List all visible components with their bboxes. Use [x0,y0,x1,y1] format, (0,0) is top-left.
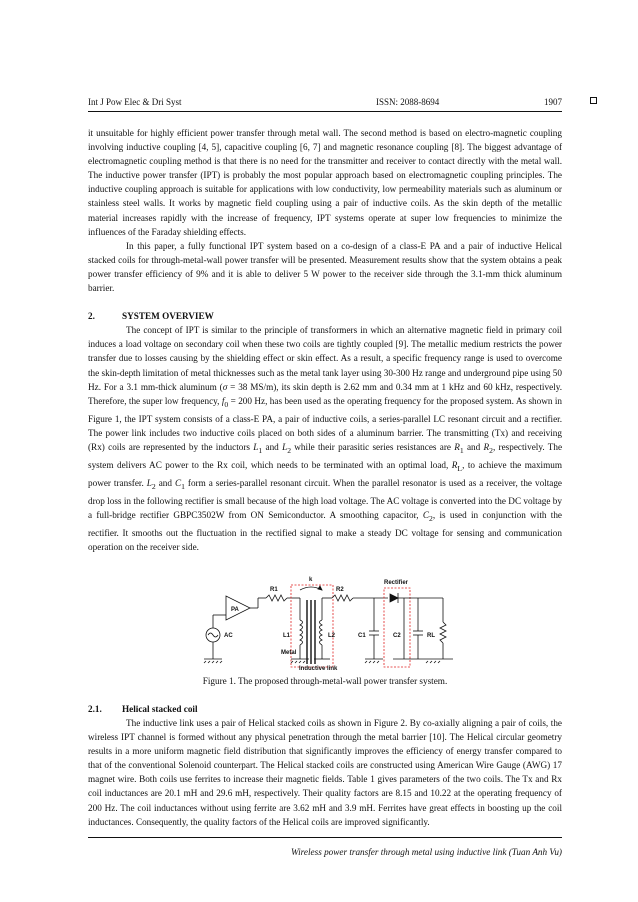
running-header [88,95,562,109]
label-rectifier: Rectifier [384,579,409,586]
label-pa: PA [231,606,239,613]
footer-rule [88,837,562,838]
subsection-number: 2.1. [88,703,102,714]
paragraph-2: In this paper, a fully functional IPT system based on a co-design of a class-E PA and a pair of inductive Helical stacked coils for through-metal-wall power transfer will be presented. Measurement results show that the system obtains a peak power transfer efficiency of 9% and it is able to deliver 5 W power to the receiver side through the 3.1-mm thick aluminum barrier. [88,240,562,294]
label-ac: AC [224,632,233,639]
label-r2: R2 [336,586,344,593]
label-c2: C2 [393,632,401,639]
diode-icon [390,594,398,602]
inductor-l2-icon [320,620,323,645]
rectifier-box [384,588,410,667]
page-number: 1907 [544,97,562,107]
issn: ISSN: 2088-8694 [376,97,440,107]
resistor-r2-icon [332,595,353,601]
label-rl: RL [427,632,435,639]
subsection-heading [88,702,562,716]
label-r1: R1 [270,586,278,593]
resistor-r1-icon [266,595,287,601]
label-c1: C1 [358,632,366,639]
inductive-link-box [291,585,333,667]
resistor-rl-icon [440,622,446,643]
section-title: SYSTEM OVERVIEW [122,311,214,322]
section-number: 2. [88,311,95,322]
running-footer: Wireless power transfer through metal using inductive link (Tuan Anh Vu) [290,847,562,857]
circuit-diagram [88,560,562,670]
journal-name: Int J Pow Elec & Dri Syst [88,97,182,107]
subsection-title: Helical stacked coil [122,703,198,714]
label-l2: L2 [328,632,336,639]
header-rule [88,111,562,112]
inductor-l1-icon [300,620,303,645]
figure-caption: Figure 1. The proposed through-metal-wall power transfer system. [202,675,448,686]
figure-1-circuit [88,560,562,670]
subsection-paragraph: The inductive link uses a pair of Helical stacked coils as shown in Figure 2. By co-axially aligning a pair of coils, the wireless IPT channel is formed without any physical penetration through the metal barrier [10]. The Helical circular geometry results in a more uniform magnetic field distribution that significantly improves the efficiency of energy transfer compared to that of the conventional Solenoid counterpart. The Helical stacked coils are constructed using American Wire Gauge (AWG) 17 magnet wire. Both coils use ferrites to increase their magnetic fields. Table 1 gives parameters of the two coils. The Tx and Rx coil inductances are 20.1 mH and 29.6 mH, respectively. Their quality factors are 8.15 and 10.22 at the operating frequency of 200 Hz. The coil inductances without using ferrite are 3.62 mH and 3.9 mH. Ferrites have great effects in boosting up the coil inductances. Consequently, the quality factors of the Helical coils are improved significantly. [88,717,562,827]
paragraph-1: it unsuitable for highly efficient power transfer through metal wall. The second method is based on electro-magnetic coupling involving inductive coupling [4, 5], capacitive coupling [6, 7] and magnetic resonance coupling [8]. The biggest advantage of electromagnetic coupling method is that there is no need for the transmitter and receiver to contact directly with the metal wall. The inductive power transfer (IPT) is probably the most popular approach based on electromagnetic coupling principles. The inductive coupling approach is suitable for applications with low conductivity, low permeability materials such as aluminum or stainless steel walls. It works by magnetic field coupling using a pair of inductive coils. As the skin depth of the metallic material increases rapidly with the increase of frequency, IPT systems operate at super low frequencies to minimize the influences of the Faraday shielding effects. [88,128,562,237]
section-heading [88,309,562,323]
ground-icons [204,659,453,663]
square-icon [590,97,597,104]
label-metal: Metal [281,649,297,656]
label-l1: L1 [283,632,291,639]
label-inductive-link: Inductive link [299,665,338,670]
body-text [88,126,562,829]
section-2-paragraph: The concept of IPT is similar to the principle of transformers in which an alternative magnetic field in primary coil induces a load voltage on secondary coil when these two coils are tightly coupled [9]. The metallic medium restricts the power transfer due to losses causing by the shielding effect or skin effect. As a result, a specific frequency range is used to overcome the skin-depth limitation of metal thicknesses such as the metal tank layer using 30-300 Hz range and underground pipe using 50 Hz. For a 3.1 mm-thick aluminum (σ = 38 MS/m), its skin depth is 2.62 mm and 0.34 mm at 1 kHz and 60 kHz, respectively. Therefore, the super low frequency, $f_0 = 200$ Hz, has been used as the operating frequency for the proposed system. As shown in Figure 1, the IPT system consists of a class-E PA, a pair of inductive coils, a series-parallel LC resonant circuit and a rectifier. The power link includes two inductive coils placed on both sides of a aluminum barrier. The transmitting (Tx) and receiving (Rx) coils are represented by the inductors $L_1$ and $L_2$ while their parasitic series resistances are $R_1$ and $R_2$, respectively. The system delivers AC power to the Rx coil, which needs to be terminated with an optimal load, $R_L$, to achieve the maximum power transfer. $L_2$ and $C_1$ form a series-parallel resonant circuit. When the parallel resonator is used as a receiver, the voltage drop loss in the following rectifier is small because of the high load voltage. The AC voltage is converted into the DC voltage by a full-bridge rectifier GBPC3502W from ON Semiconductor. A smoothing capacitor, $C_2$, is used in conjunction with the rectifier. It smooths out the fluctuation in the rectified signal to make a steady DC voltage for sensing and communication operation on the receiver side. [88,325,563,552]
label-k: k [309,576,313,583]
